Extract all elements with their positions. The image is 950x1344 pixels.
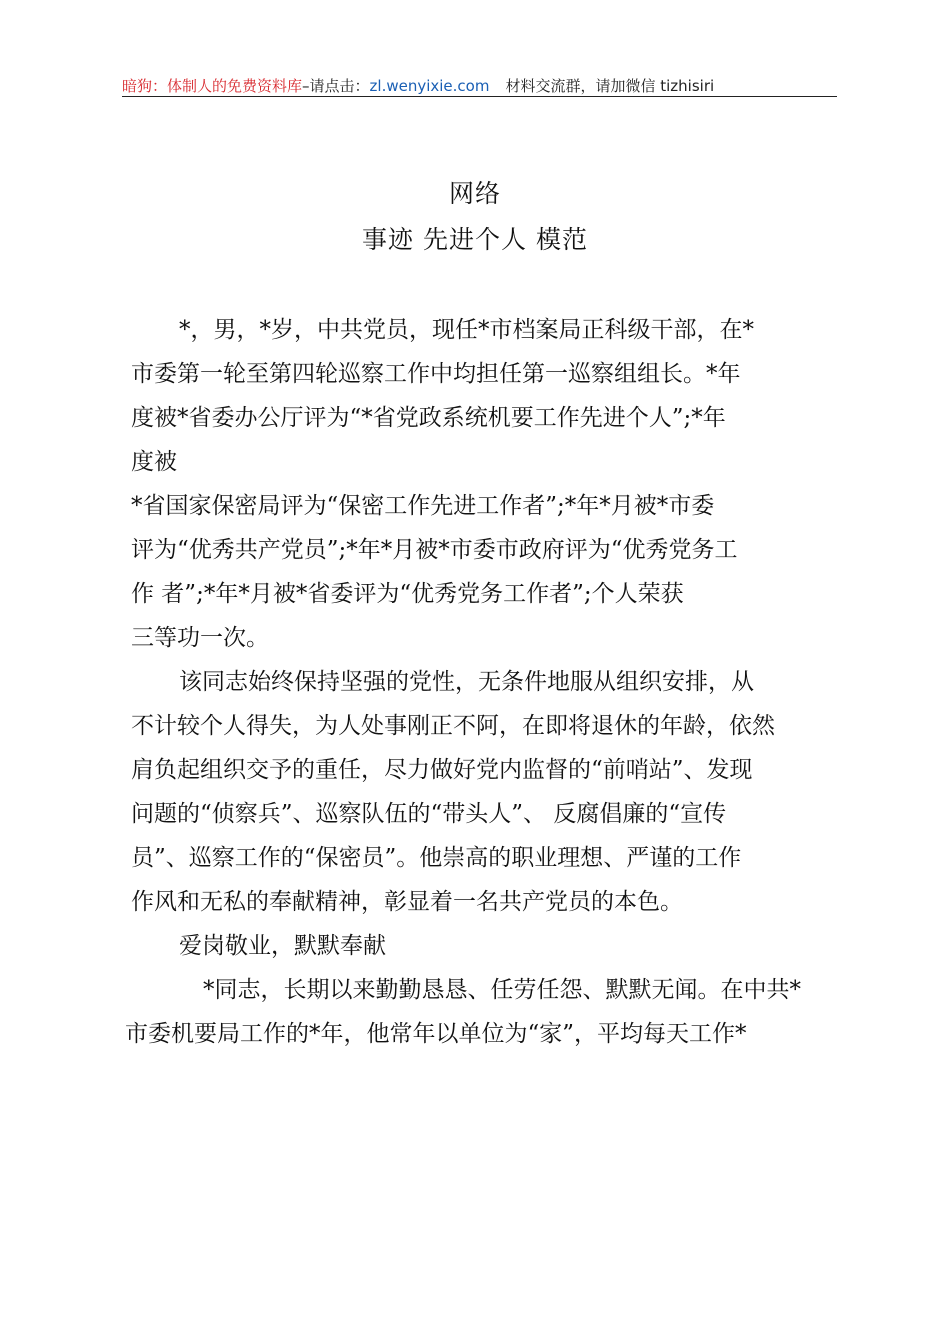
body-line: 肩负起组织交予的重任，尽力做好党内监督的“前哨站”、发现 [131,757,753,783]
body-line: *省国家保密局评为“保密工作先进工作者”;*年*月被*市委 [131,493,715,519]
body-line: 问题的“侦察兵”、巡察队伍的“带头人”、 反腐倡廉的“宣传 [131,801,727,827]
document-title: 网络 [448,179,501,208]
header-banner [122,74,837,98]
document-subtitle: 事迹 先进个人 模范 [362,225,588,254]
header-click-prefix: –请点击： [302,77,370,95]
header-brand: 暗狗：体制人的免费资料库 [122,77,303,95]
body-line: 三等功一次。 [131,625,269,651]
body-line: 员”、巡察工作的“保密员”。他崇高的职业理想、严谨的工作 [131,845,742,871]
section-heading: 爱岗敬业，默默奉献 [179,933,386,959]
body-line: 市委机要局工作的*年，他常年以单位为“家”，平均每天工作* [125,1021,747,1047]
body-line: 不计较个人得失，为人处事刚正不阿，在即将退休的年龄，依然 [131,713,775,739]
header-divider [122,96,837,97]
body-line: 评为“优秀共产党员”;*年*月被*市委市政府评为“优秀党务工 [131,537,738,563]
body-line: *同志，长期以来勤勤恳恳、任劳任怨、默默无闻。在中共* [203,977,801,1003]
body-line: *，男，*岁，中共党员，现任*市档案局正科级干部，在* [179,317,754,343]
body-line: 该同志始终保持坚强的党性，无条件地服从组织安排，从 [179,669,754,695]
body-line: 市委第一轮至第四轮巡察工作中均担任第一巡察组组长。*年 [131,361,741,387]
body-line: 作风和无私的奉献精神，彰显着一名共产党员的本色。 [131,889,683,915]
header-url-link[interactable]: zl.wenyixie.com [369,77,490,95]
body-line: 度被*省委办公厅评为“*省党政系统机要工作先进个人”;*年 [131,405,726,431]
header-wechat-note: 材料交流群，请加微信 tizhisiri [505,77,715,95]
body-line: 作 者”;*年*月被*省委评为“优秀党务工作者”;个人荣获 [131,581,684,607]
body-line: 度被 [131,449,177,475]
